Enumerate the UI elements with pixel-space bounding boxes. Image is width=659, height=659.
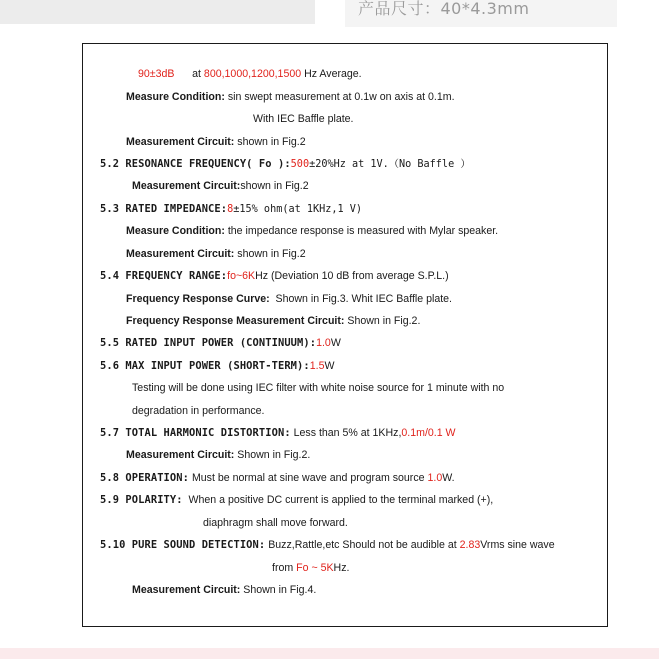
section-5-10-value: 2.83 <box>459 539 481 551</box>
section-5-2-value: 500 <box>290 159 310 170</box>
measure-condition-label: Measure Condition: <box>126 91 225 103</box>
section-5-9 <box>100 493 493 507</box>
baffle-text: With IEC Baffle plate. <box>253 113 354 125</box>
section-5-7-heading: 5.7 TOTAL HARMONIC DISTORTION: <box>100 427 291 439</box>
section-5-10 <box>100 538 555 552</box>
measurement-circuit-text: shown in Fig.2 <box>237 136 306 148</box>
section-5-4-tail: Hz (Deviation 10 dB from average S.P.L.) <box>255 270 449 282</box>
measure-condition-line <box>126 90 455 104</box>
spl-frequencies: 800,1000,1200,1500 <box>203 68 302 80</box>
section-5-4-heading: 5.4 FREQUENCY RANGE: <box>100 270 228 282</box>
section-5-8-value: 1.0 <box>427 472 443 484</box>
spl-tail: Hz Average. <box>304 68 362 80</box>
section-5-3-tail: ±15% ohm(at 1KHz,1 V) <box>233 204 363 215</box>
section-5-3-condition-text: the impedance response is measured with Mylar speaker. <box>227 225 499 237</box>
section-5-6-tail: W <box>324 360 335 372</box>
section-5-4-circuit-label: Frequency Response Measurement Circuit: <box>126 315 345 327</box>
section-5-5-tail: W <box>330 337 341 349</box>
section-5-6 <box>100 359 334 373</box>
section-5-10-circuit-label: Measurement Circuit: <box>132 584 241 596</box>
section-5-9-text-1: When a positive DC current is applied to the terminal marked (+), <box>188 494 494 506</box>
section-5-10-text: Buzz,Rattle,etc Should not be audible at <box>268 539 457 551</box>
section-5-10-heading: 5.10 PURE SOUND DETECTION: <box>100 539 266 551</box>
section-5-8-text: Must be normal at sine wave and program source <box>191 472 425 484</box>
measure-condition-text: sin swept measurement at 0.1w on axis at 0.1m. <box>227 91 455 103</box>
section-5-4-curve-label: Frequency Response Curve: <box>126 293 270 305</box>
section-5-3 <box>100 202 362 217</box>
section-5-6-heading: 5.6 MAX INPUT POWER (SHORT-TERM): <box>100 360 310 372</box>
section-5-3-condition-label: Measure Condition: <box>126 225 225 237</box>
section-5-2-circuit-label: Measurement Circuit: <box>132 180 241 192</box>
section-5-6-value: 1.5 <box>309 360 325 372</box>
section-5-10-hz: Hz. <box>333 562 350 574</box>
section-5-2 <box>100 157 471 172</box>
section-5-9-continuation <box>203 516 348 530</box>
spl-at: at <box>192 68 201 80</box>
bottom-strip <box>0 648 659 659</box>
section-5-7 <box>100 426 456 440</box>
section-5-5 <box>100 336 341 350</box>
section-5-2-circuit-text: shown in Fig.2 <box>240 180 309 192</box>
top-left-banner <box>0 0 315 24</box>
spl-value: 90±3dB <box>138 68 175 80</box>
measurement-circuit-label: Measurement Circuit: <box>126 136 235 148</box>
section-5-9-text-2: diaphragm shall move forward. <box>203 517 348 529</box>
section-5-10-circuit <box>132 583 316 597</box>
section-5-7-text: Less than 5% at 1KHz, <box>293 427 402 439</box>
measurement-circuit-line <box>126 135 306 149</box>
spl-line <box>138 67 362 81</box>
section-5-2-circuit <box>132 179 309 193</box>
product-size-caption: 产品尺寸：40*4.3mm <box>358 0 530 18</box>
section-5-6-text-2 <box>132 404 265 418</box>
section-5-3-value: 8 <box>227 204 234 215</box>
section-5-10-range-value: Fo ~ 5K <box>296 562 334 574</box>
section-5-6-text-1-content: Testing will be done using IEC filter with white noise source for 1 minute with no <box>132 382 505 394</box>
section-5-3-circuit-text: shown in Fig.2 <box>237 248 306 260</box>
section-5-4-value: fo~6K <box>227 270 256 282</box>
section-5-10-from: from <box>272 562 294 574</box>
section-5-4-circuit-text: Shown in Fig.2. <box>347 315 421 327</box>
top-strip <box>0 0 659 30</box>
section-5-6-text-2-content: degradation in performance. <box>132 405 265 417</box>
baffle-line <box>253 112 354 126</box>
section-5-10-range <box>272 561 349 575</box>
section-5-5-heading: 5.5 RATED INPUT POWER (CONTINUUM): <box>100 337 317 349</box>
section-5-10-tail: Vrms sine wave <box>480 539 555 551</box>
section-5-10-circuit-text: Shown in Fig.4. <box>243 584 317 596</box>
section-5-8-tail: W. <box>442 472 455 484</box>
section-5-9-heading: 5.9 POLARITY: <box>100 494 183 506</box>
section-5-4 <box>100 269 449 283</box>
section-5-4-curve <box>126 292 452 306</box>
section-5-2-heading: 5.2 RESONANCE FREQUENCY( Fo ): <box>100 158 291 170</box>
section-5-8-heading: 5.8 OPERATION: <box>100 472 189 484</box>
section-5-7-circuit-label: Measurement Circuit: <box>126 449 235 461</box>
section-5-2-tail: ±20%Hz at 1V.（No Baffle ） <box>309 159 471 170</box>
section-5-3-circuit <box>126 247 306 261</box>
section-5-8 <box>100 471 455 485</box>
section-5-3-heading: 5.3 RATED IMPEDANCE: <box>100 203 228 215</box>
section-5-7-circuit <box>126 448 310 462</box>
section-5-5-value: 1.0 <box>316 337 331 349</box>
section-5-6-text-1 <box>132 381 504 395</box>
section-5-3-circuit-label: Measurement Circuit: <box>126 248 235 260</box>
section-5-4-circuit <box>126 314 420 328</box>
specification-panel <box>82 43 608 627</box>
section-5-4-curve-text: Shown in Fig.3. Whit IEC Baffle plate. <box>275 293 452 305</box>
section-5-7-circuit-text: Shown in Fig.2. <box>237 449 311 461</box>
section-5-7-value: 0.1m/0.1 W <box>401 427 456 439</box>
section-5-3-condition <box>126 224 498 238</box>
